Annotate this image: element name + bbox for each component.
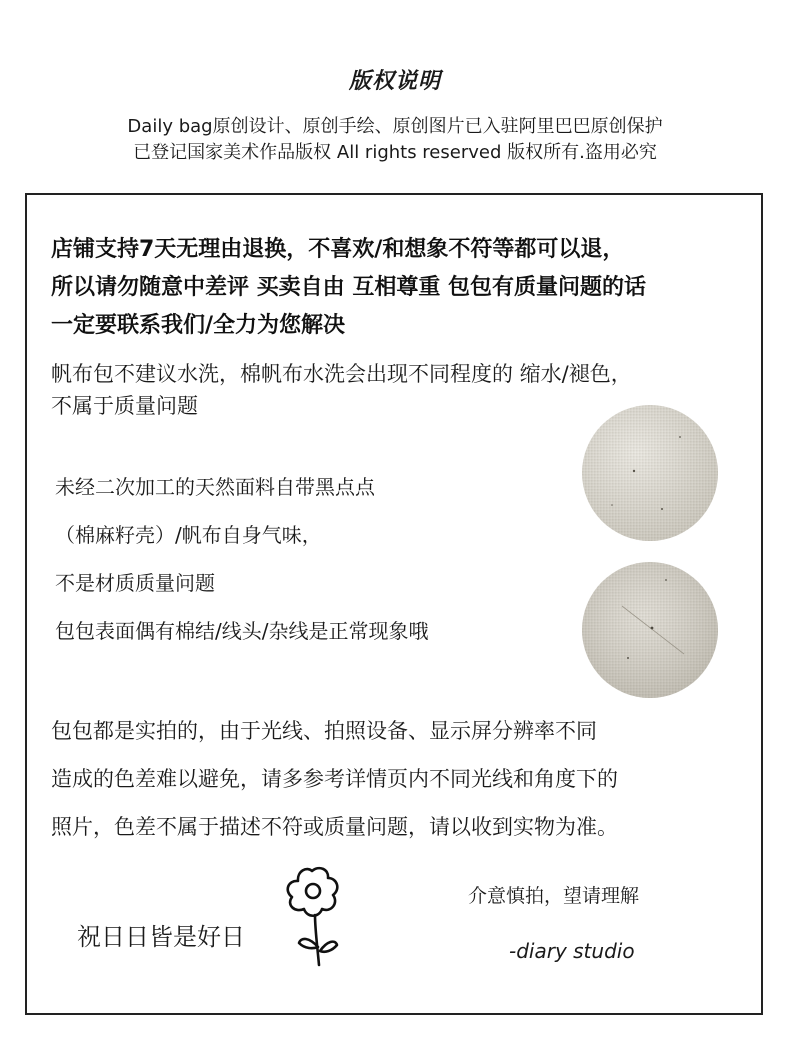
return-policy-line: 一定要联系我们/全力为您解决 <box>51 313 346 338</box>
color-difference-line: 包包都是实拍的，由于光线、拍照设备、显示屏分辨率不同 <box>51 719 597 743</box>
fabric-swatch-image <box>582 562 718 698</box>
flower-icon <box>277 863 347 969</box>
return-policy-line: 店铺支持7天无理由退换，不喜欢/和想象不符等都可以退， <box>51 237 625 262</box>
return-policy <box>51 231 751 345</box>
signature-text: -diary studio <box>509 939 635 963</box>
fabric-note-line: （棉麻籽壳）/帆布自身气味， <box>55 523 322 547</box>
copyright-line-2: 已登记国家美术作品版权 All rights reserved 版权所有.盗用必究 <box>133 142 657 163</box>
color-difference-line: 造成的色差难以避免，请多参考详情页内不同光线和角度下的 <box>51 767 618 791</box>
fabric-note-line: 未经二次加工的天然面料自带黑点点 <box>55 475 375 499</box>
fabric-note-line: 包包表面偶有棉结/线头/杂线是正常现象哦 <box>55 619 429 643</box>
page-title: 版权说明 <box>348 69 441 94</box>
fabric-swatch-image <box>582 405 718 541</box>
washing-note-line: 不属于质量问题 <box>51 394 198 418</box>
notice-text: 介意慎拍，望请理解 <box>468 885 640 907</box>
fabric-note-line: 不是材质质量问题 <box>55 571 215 595</box>
color-difference-line: 照片，色差不属于描述不符或质量问题，请以收到实物为准。 <box>51 815 618 839</box>
notice-frame <box>25 193 763 1015</box>
return-policy-line: 所以请勿随意中差评 买卖自由 互相尊重 包包有质量问题的话 <box>51 275 646 300</box>
copyright-line-1: Daily bag原创设计、原创手绘、原创图片已入驻阿里巴巴原创保护 <box>127 116 663 137</box>
motto-text: 祝日日皆是好日 <box>77 923 245 951</box>
washing-note-line: 帆布包不建议水洗，棉帆布水洗会出现不同程度的 缩水/褪色， <box>51 362 632 386</box>
